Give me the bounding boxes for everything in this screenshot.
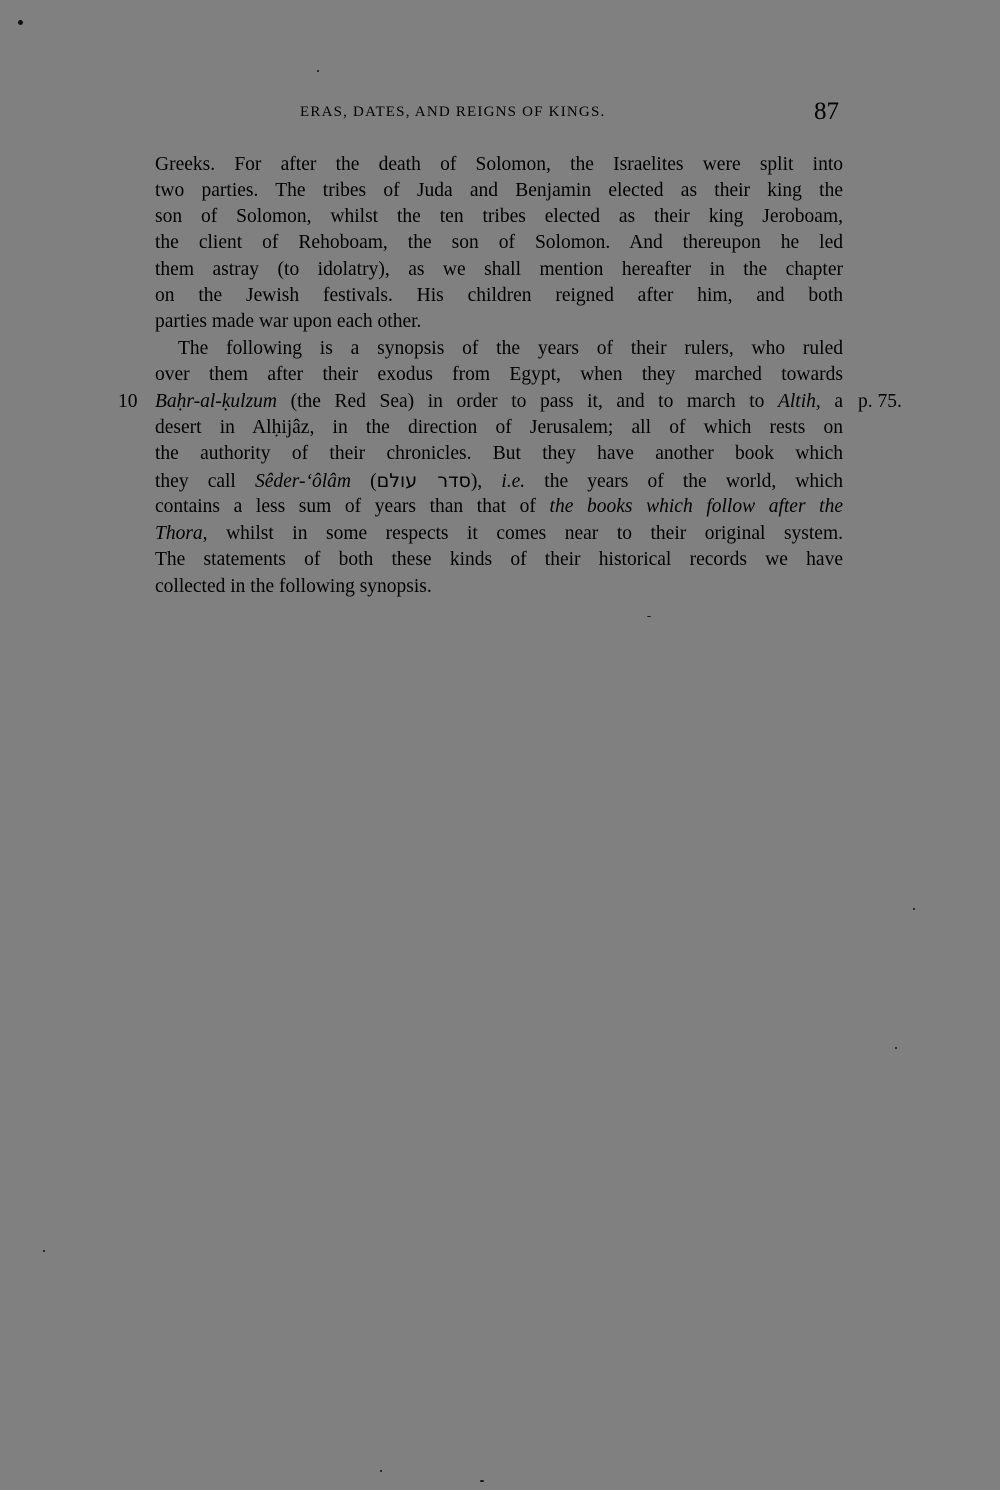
text-line: parties made war upon each other. <box>155 311 422 332</box>
text-span: whilst in some respects it comes near to their original system. <box>207 523 843 544</box>
text-line <box>155 389 843 415</box>
text-line: The following is a synopsis of the years of their rulers, who ruled <box>178 338 843 359</box>
text-span: the years of the world, which <box>525 471 843 492</box>
text-line: over them after their exodus from Egypt, when they marched towards <box>155 364 843 385</box>
running-head: ERAS, DATES, AND REIGNS OF KINGS. <box>300 104 606 120</box>
scan-speck <box>18 20 23 25</box>
text-line: The statements of both these kinds of their historical records we have <box>155 549 843 570</box>
italic-term: Altih, <box>777 391 821 412</box>
italic-term: Baḥr-al-ḳulzum <box>155 391 278 412</box>
text-line: two parties. The tribes of Juda and Benjamin elected as their king the <box>155 180 843 201</box>
italic-term: Sêder-‘ôlâm <box>254 471 351 492</box>
italic-term: the books which follow after the <box>549 496 843 517</box>
text-span: ( <box>350 471 377 492</box>
scan-speck <box>380 1470 382 1472</box>
page-number: 87 <box>814 98 839 125</box>
text-line: Greeks. For after the death of Solomon, the Israelites were split into <box>155 154 843 175</box>
scan-speck <box>647 616 651 617</box>
text-span: (the Red Sea) in order to pass it, and to march to <box>277 391 778 412</box>
text-line: the client of Rehoboam, the son of Solomon. And thereupon he led <box>155 232 843 253</box>
text-line: them astray (to idolatry), as we shall mention hereafter in the chapter <box>155 259 843 280</box>
scan-speck <box>913 908 915 910</box>
margin-line-number: 10 <box>118 391 138 412</box>
text-line: son of Solomon, whilst the ten tribes elected as their king Jeroboam, <box>155 206 843 227</box>
text-span: a <box>820 391 844 412</box>
text-line <box>155 494 843 520</box>
margin-page-reference: p. 75. <box>858 391 902 412</box>
italic-term: Thora, <box>155 523 208 544</box>
text-line: on the Jewish festivals. His children reigned after him, and both <box>155 285 843 306</box>
text-span: ), <box>470 471 502 492</box>
text-line: desert in Alḥijâz, in the direction of Jerusalem; all of which rests on <box>155 417 843 438</box>
text-span: contains a less sum of years than that of <box>155 496 550 517</box>
scan-speck <box>317 70 319 72</box>
text-line <box>155 468 843 494</box>
text-line: the authority of their chronicles. But they have another book which <box>155 443 843 464</box>
italic-term: i.e. <box>501 471 526 492</box>
scan-speck <box>895 1047 897 1049</box>
text-line <box>155 521 843 547</box>
text-span: they call <box>155 471 255 492</box>
scan-speck <box>480 1480 484 1482</box>
scan-speck <box>43 1250 45 1252</box>
text-line: collected in the following synopsis. <box>155 576 432 597</box>
hebrew-term: סדר עולם <box>376 470 471 492</box>
